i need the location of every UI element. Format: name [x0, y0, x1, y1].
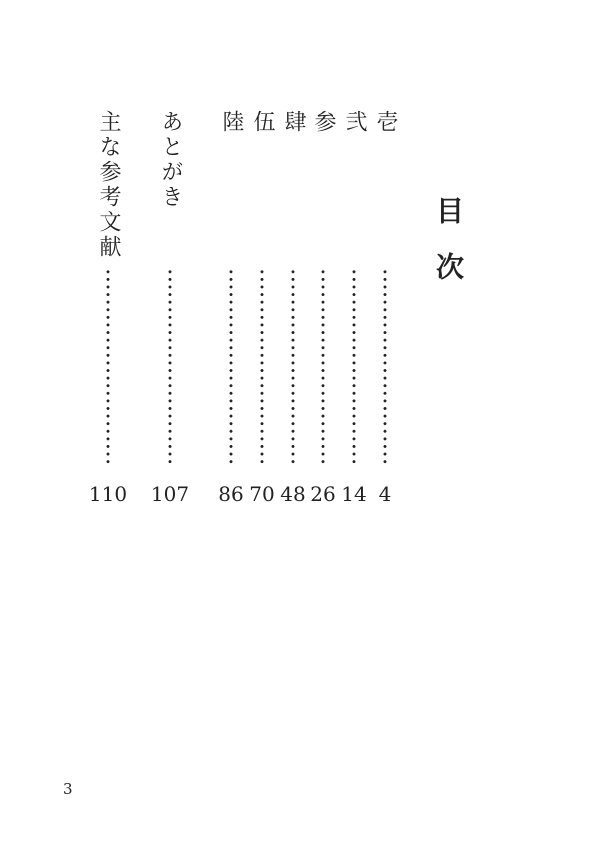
toc-entry-page: 4 — [378, 482, 392, 506]
dot-leader — [168, 268, 172, 466]
toc-entry-references — [90, 110, 126, 510]
toc-entry-label: 陸 — [219, 110, 244, 135]
toc-entry-6 — [213, 110, 249, 510]
dot-leader — [260, 268, 264, 466]
dot-leader — [383, 268, 387, 466]
toc-entry-page: 70 — [249, 482, 275, 506]
toc-entry-1 — [367, 110, 403, 510]
toc-entry-5 — [244, 110, 280, 510]
toc-entry-4 — [275, 110, 311, 510]
dot-leader — [106, 268, 110, 466]
toc-entry-label: 弐 — [342, 110, 367, 135]
toc-entry-page: 14 — [341, 482, 367, 506]
toc-entry-page: 26 — [310, 482, 336, 506]
dot-leader — [321, 268, 325, 466]
toc-entry-page: 86 — [218, 482, 244, 506]
toc-entry-label: 参 — [311, 110, 336, 135]
toc-entry-label: 伍 — [250, 110, 275, 135]
dot-leader — [291, 268, 295, 466]
toc-entry-label: あとがき — [158, 110, 183, 210]
toc-entry-label: 主な参考文献 — [96, 110, 121, 260]
dot-leader — [352, 268, 356, 466]
toc-entry-afterword — [152, 110, 188, 510]
toc-entry-page: 107 — [150, 482, 190, 506]
toc-entry-2 — [336, 110, 372, 510]
toc-entry-page: 110 — [88, 482, 128, 506]
toc-entry-label: 肆 — [281, 110, 306, 135]
toc-title: 目次 — [432, 196, 465, 308]
page-number: 3 — [63, 780, 73, 798]
toc-entry-page: 48 — [280, 482, 306, 506]
toc-entry-label: 壱 — [373, 110, 398, 135]
dot-leader — [229, 268, 233, 466]
